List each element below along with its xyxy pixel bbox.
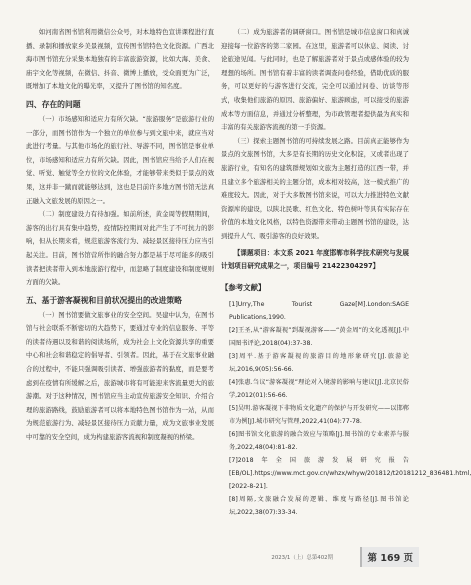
subsection-1 — [26, 113, 214, 208]
page-number-box — [360, 547, 419, 567]
subsection-4-text: 图书馆是城市信息窗口和真诚迎接每一位游客的第二家园。在这里，旅游者可以休息、阅读、讨论旅途见闻。与此同时，也是了解旅游者对于景点或感体验的较为理想的场所。图书馆有着丰富的读者调查问卷经验，借助优质的服务，可以更好的与游客进行交流，完全可以通过问卷、访谈等形式，收集他们旅游的原因、旅游偏好、旅游顾虑，可以接受的旅游成本等方面信息，并通过分析整理，为市政管理者提供最为真实和丰富的有关旅游客流视的第一手资源。 — [221, 28, 410, 132]
page-number: 第 169 页 — [367, 553, 413, 564]
subsection-5-text: 目前真正能够作为景点的文旅图书馆，大多是有长期的历史文化积淀，又或者出现了旅游行业，有知名的建筑群规划如文旅为主题打造的江西一带，并且建立多个旅游相关的主题分馆，成本相对较高，这一模式推广的难度较大。因此，对于大多数图书馆来说，可以大力推进特色文献资源库的建设，以陕北民歌、红色文化、特色树叶等具有实际存在价值的本地文化风格，以特色资源带来带动主题图书馆的建设，达到提升人气、吸引游客的良好效果。 — [221, 136, 410, 240]
reference-item: [1]Urry,The Tourist Gaze[M].London:SAGE Publications,1990. — [229, 300, 409, 321]
reference-item: [3]周平.基于游客凝视的旅游目的地形象研究[J].旅游论坛,2016,9(05):56-66. — [229, 352, 409, 373]
section-5-heading: 五、基于游客凝视和目前状况提出的改进策略 — [26, 295, 182, 305]
subsection-5-title: （三）探索主题图书馆的可持续发展之路。 — [233, 136, 358, 145]
references-list — [221, 298, 471, 519]
section-4-heading: 四、存在的问题 — [26, 99, 81, 109]
subsection-3-title: （一）图书馆要做文旅事业的安全空间。 — [38, 310, 156, 319]
reference-item: [5]吴明.游客凝视下非物质文化遗产的保护与开发研究——以邯郸市为例[J].城市研究与管理,2022,41(04):77-78. — [229, 404, 409, 425]
subsection-2-title: （二）制度建设力有待加强。 — [38, 210, 124, 219]
intro-paragraph: 如河南省图书馆利用微信公众号，对本地特色宣讲课程进行直播、录制和播放家乡美景视频，宣传图书馆特色文化资源。广西北海市图书馆充分采集本地独有的丰富旅游资源，比如大海、美食、庙宇文化等视频，在微信、抖音、微博上播放，受众面更为广泛，既增加了本地文化的曝光率，又提升了图书馆的知名度。 — [26, 28, 214, 91]
reference-item: [8]周隔,文旅融合发展的逻辑、维度与路径[J].图书馆论坛,2022,38(07):33-34. — [229, 495, 409, 516]
subsection-1-text: “旅游服务”是旅游行业的一部分，而图书馆作为一个独立的单位参与到文旅中来，就应当对此进行考量。与其他市场化的旅行社、导游不同，图书馆是事业单位，市场感知和适应力有所欠缺。因此，图书馆应当给予人们在视觉、听觉、触觉等全方位的文化体验，才能够带来类似于景点的效果，这并非一蹴而就能够达到，这也是目前许多地方图书馆无法真正融入文旅发展的原因之一。 — [26, 114, 214, 205]
subsection-5 — [221, 135, 409, 244]
issue-label: 2023/1（上）总第402期 — [271, 555, 333, 561]
subsection-4-title: （二）成为旅游者的调研窗口。 — [233, 28, 325, 36]
subsection-2-text: 如前所述，黄金周等假期期间，游客的出行具有集中趋势，疫情防控期间对此产生了不可抗力的影响，但从长期来看，规范旅游客流行为、减轻景区接待压力应当引起关注。目前，图书馆营所作的融合努力都是基于尽可能多的吸引读者把读者带入到本地旅游行程中，而忽略了制度建设和制度规则方面的欠缺。 — [26, 210, 214, 287]
reference-item: [7]2018年全国旅游发展研究报告[EB/OL].https://www.mct.gov.cn/whzx/whyw/201812/t20181212_836481.html,[2022-8-21]. — [229, 456, 471, 490]
left-column — [26, 26, 214, 445]
reference-item: [2]王圣,从“游客凝视”到凝视游客——“黄金周”的文化透视[J].中国图书评论,2018(04):37-38. — [229, 326, 409, 347]
subsection-1-title: （一）市场感知和适应力有所欠缺。 — [38, 114, 143, 123]
reference-item: [4]张惠.刍议“游客凝视”理论对入境游的影响与建议[J].北京民俗学,2012(01):56-66. — [229, 378, 409, 399]
references-heading: 【参考文献】 — [221, 282, 266, 292]
reference-item: [6]图书馆文化旅游的融合效应与策略[J].图书馆的专业素养与服务,2022,48(04):81-82. — [229, 430, 409, 451]
subsection-3-text: 吴建中认为，在图书馆与社会联系不断密切的大趋势下，要通过专业的信息服务、平等的读者待遇以及和谐的阅读场所，成为社会上文化资源共享的重要中心和社会和谐稳定的倡导者、引领者。因此，基于在文旅事业融合的过程中，不能只强调吸引读者、增强旅游者的黏度，而是要考虑到在疫情有所缓解之后，旅游城市将有可能迎来客流量更大的旅游潮。对于这种情况，图书馆应当主动宣传旅游安全知识、介绍合理的旅游路线，鼓励旅游者可以将本地特色图书馆作为一站，从而为规范旅游行为、减轻景区接待压力贡献力量，成为文旅事业发展中可靠的安全空间，成为构建旅游客流视和制度凝视的桥梁。 — [26, 310, 215, 442]
subsection-3 — [26, 309, 214, 445]
project-note: 【课题项目：本文系 2021 年度邯郸市科学技术研究与发展计划项目研究成果之一，项目编号 21422304297】 — [221, 248, 409, 271]
subsection-2 — [26, 208, 214, 290]
right-column — [221, 26, 471, 519]
page-footer — [189, 547, 419, 567]
subsection-4 — [221, 26, 409, 135]
